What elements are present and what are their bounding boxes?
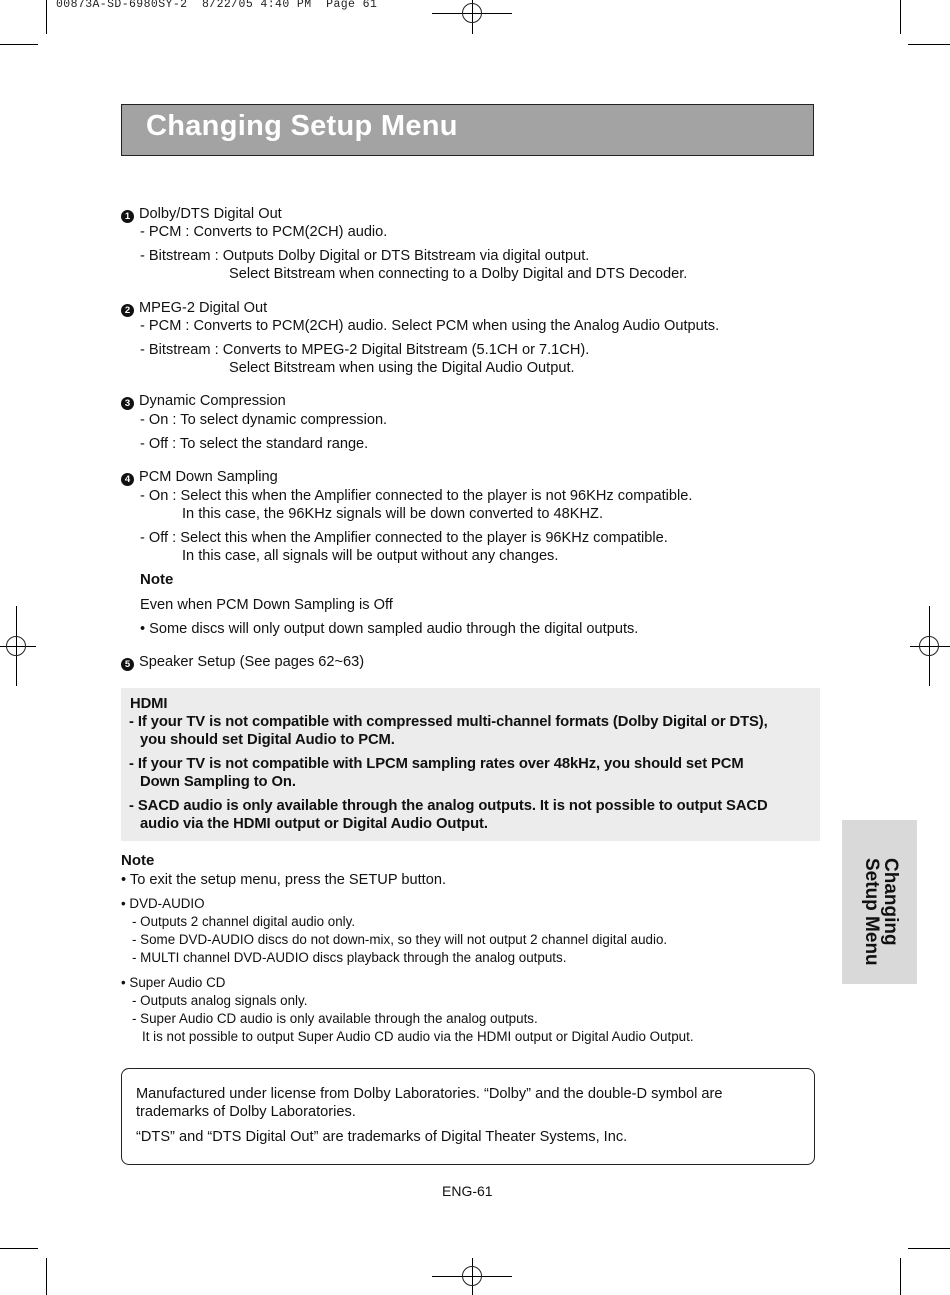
note-line: - Some DVD-AUDIO discs do not down-mix, so they will not output 2 channel digital audio.	[132, 932, 668, 947]
license-line: trademarks of Dolby Laboratories.	[136, 1104, 356, 1120]
item-4-heading: 4 PCM Down Sampling	[121, 468, 278, 486]
item-3-heading: 3 Dynamic Compression	[121, 392, 286, 410]
hdmi-line: - SACD audio is only available through the analog outputs. It is not possible to output SACD	[129, 798, 768, 814]
item-3-line: - Off : To select the standard range.	[140, 436, 369, 452]
hdmi-line: - If your TV is not compatible with LPCM sampling rates over 48kHz, you should set PCM	[129, 756, 744, 772]
license-line: “DTS” and “DTS Digital Out” are trademarks of Digital Theater Systems, Inc.	[136, 1129, 628, 1145]
item-3-line: - On : To select dynamic compression.	[140, 412, 388, 428]
note-line: It is not possible to output Super Audio CD audio via the HDMI output or Digital Audio Output.	[142, 1029, 694, 1044]
item-2-line: - Bitstream : Converts to MPEG-2 Digital Bitstream (5.1CH or 7.1CH).	[140, 342, 590, 358]
hdmi-line: audio via the HDMI output or Digital Audio Output.	[140, 816, 488, 832]
item-4-note-line: Even when PCM Down Sampling is Off	[140, 597, 393, 613]
number-badge: 3	[121, 397, 134, 410]
title-banner	[121, 104, 814, 156]
number-badge: 5	[121, 658, 134, 671]
item-4-line: - On : Select this when the Amplifier connected to the player is not 96KHz compatible.	[140, 488, 693, 504]
number-badge: 4	[121, 473, 134, 486]
item-5-heading: 5 Speaker Setup (See pages 62~63)	[121, 653, 364, 671]
note-line: • Super Audio CD	[121, 975, 226, 990]
item-4-line: In this case, the 96KHz signals will be down converted to 48KHZ.	[182, 506, 604, 522]
license-box	[121, 1068, 815, 1165]
note-heading: Note	[121, 852, 155, 869]
number-badge: 2	[121, 304, 134, 317]
item-1-line: - Bitstream : Outputs Dolby Digital or DTS Bitstream via digital output.	[140, 248, 590, 264]
item-2-line: Select Bitstream when using the Digital Audio Output.	[229, 360, 575, 376]
hdmi-heading: HDMI	[130, 696, 168, 712]
note-line: - Outputs analog signals only.	[132, 993, 308, 1008]
note-line: • DVD-AUDIO	[121, 896, 205, 911]
item-2-heading: 2 MPEG-2 Digital Out	[121, 299, 267, 317]
print-slug: 00873A-SD-6980SY-2 8/22/05 4:40 PM Page 61	[56, 0, 378, 11]
note-line: - Super Audio CD audio is only available through the analog outputs.	[132, 1011, 538, 1026]
item-1-line: Select Bitstream when connecting to a Dolby Digital and DTS Decoder.	[229, 266, 688, 282]
item-4-note-line: • Some discs will only output down sampled audio through the digital outputs.	[140, 621, 639, 637]
side-tab-label: Changing Setup Menu	[861, 858, 901, 966]
section-side-tab	[842, 820, 917, 984]
hdmi-notice-box	[121, 688, 820, 841]
note-line: • To exit the setup menu, press the SETUP button.	[121, 872, 447, 888]
page-title: Changing Setup Menu	[146, 110, 458, 142]
item-1-line: - PCM : Converts to PCM(2CH) audio.	[140, 224, 388, 240]
item-4-line: - Off : Select this when the Amplifier connected to the player is 96KHz compatible.	[140, 530, 668, 546]
item-2-line: - PCM : Converts to PCM(2CH) audio. Select PCM when using the Analog Audio Outputs.	[140, 318, 720, 334]
hdmi-line: you should set Digital Audio to PCM.	[140, 732, 395, 748]
item-1-heading: 1 Dolby/DTS Digital Out	[121, 205, 282, 223]
item-4-note-heading: Note	[140, 571, 174, 588]
page-number: ENG-61	[442, 1183, 493, 1199]
item-4-line: In this case, all signals will be output without any changes.	[182, 548, 559, 564]
license-line: Manufactured under license from Dolby Laboratories. “Dolby” and the double-D symbol are	[136, 1086, 723, 1102]
number-badge: 1	[121, 210, 134, 223]
hdmi-line: - If your TV is not compatible with compressed multi-channel formats (Dolby Digital or DTS),	[129, 714, 768, 730]
hdmi-line: Down Sampling to On.	[140, 774, 296, 790]
note-line: - Outputs 2 channel digital audio only.	[132, 914, 356, 929]
note-line: - MULTI channel DVD-AUDIO discs playback through the analog outputs.	[132, 950, 567, 965]
